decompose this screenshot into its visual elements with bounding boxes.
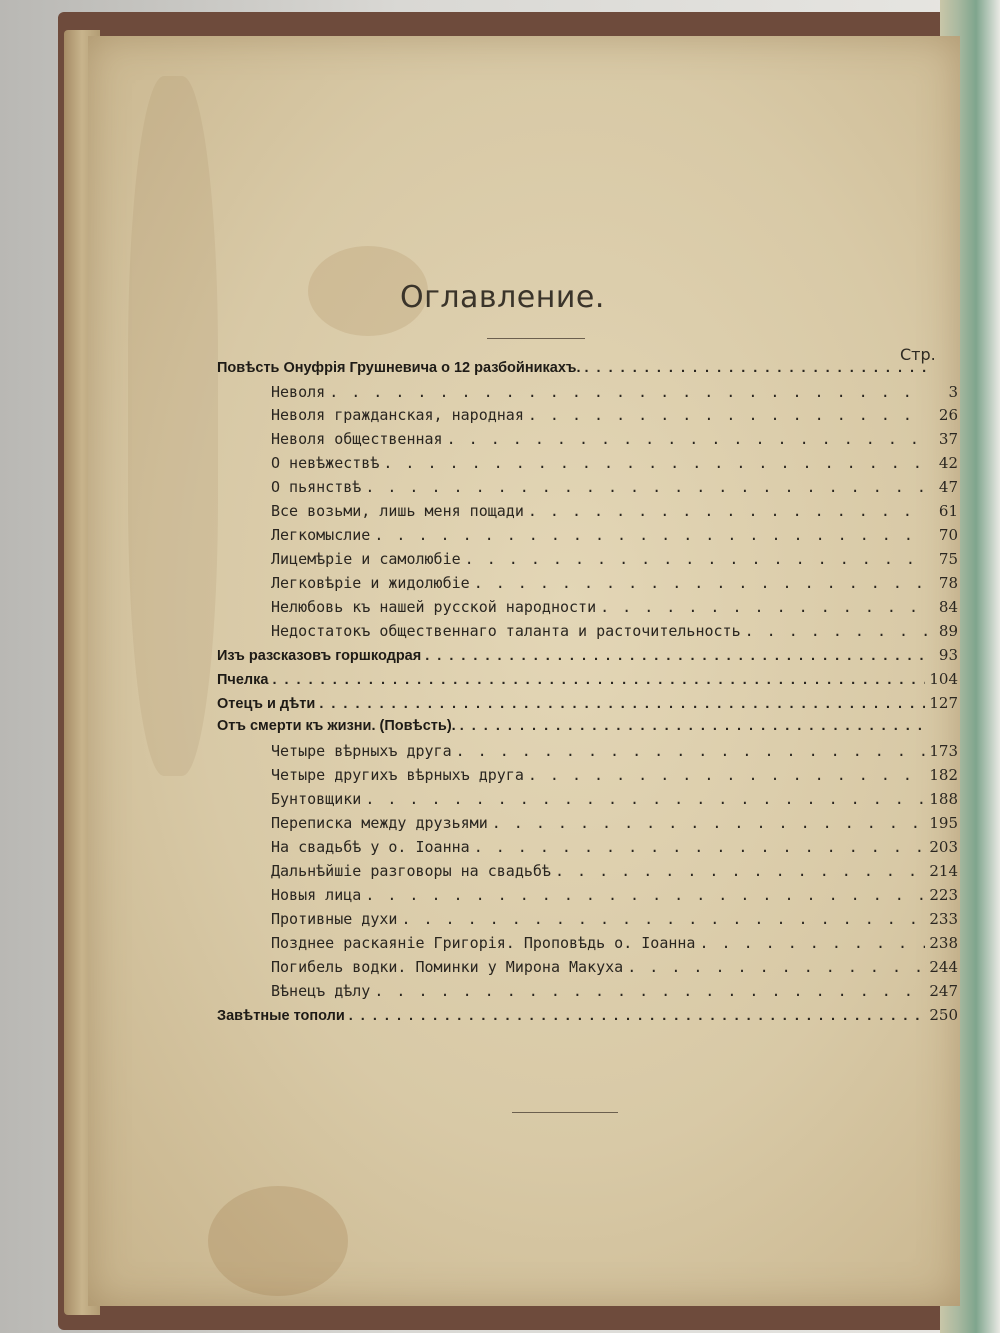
toc-page-number: 61	[938, 502, 958, 520]
toc-entry-title: Четыре другихъ вѣрныхъ друга	[271, 766, 524, 784]
title-rule	[487, 338, 585, 339]
toc-page-number: 70	[938, 526, 958, 544]
toc-chapter-entry	[271, 622, 958, 645]
toc-chapter-entry	[271, 886, 958, 909]
toc-entry-title: Все возьми, лишь меня пощади	[271, 502, 524, 520]
toc-page-number: 75	[938, 550, 958, 568]
dot-leader	[474, 838, 926, 856]
toc-entry-title: Лицемѣріе и самолюбіе	[271, 550, 461, 568]
toc-entry-title: На свадьбѣ у о. Іоанна	[271, 838, 470, 856]
dot-leader	[528, 766, 925, 784]
toc-chapter-entry	[271, 406, 958, 429]
toc-page-number: 47	[938, 478, 958, 496]
dot-leader	[447, 430, 928, 448]
dot-leader	[365, 886, 925, 904]
dot-leader	[374, 526, 928, 544]
paper-stain	[128, 76, 218, 776]
toc-entry-title: Пчелка	[217, 672, 269, 688]
toc-section-entry	[217, 646, 958, 669]
toc-chapter-entry	[271, 766, 958, 789]
toc-entry-title: Недостатокъ общественнаго таланта и расточительность	[271, 622, 741, 640]
dot-leader	[600, 598, 928, 616]
toc-page-number: 238	[929, 934, 958, 952]
dot-leader	[460, 718, 928, 734]
toc-entry-title: Нелюбовь къ нашей русской народности	[271, 598, 597, 616]
dot-leader	[492, 814, 926, 832]
toc-page-number: 26	[938, 406, 958, 424]
toc-page-number: 127	[929, 694, 958, 712]
toc-section-entry	[217, 1006, 958, 1029]
dot-leader	[699, 934, 925, 952]
toc-chapter-entry	[271, 862, 958, 885]
dot-leader	[584, 360, 928, 376]
dot-leader	[528, 406, 928, 424]
toc-entry-title: Четыре вѣрныхъ друга	[271, 742, 452, 760]
dot-leader	[383, 454, 928, 472]
toc-page-number: 173	[929, 742, 958, 760]
dot-leader	[456, 742, 926, 760]
toc-section-entry	[217, 718, 958, 741]
toc-page-number: 195	[929, 814, 958, 832]
toc-entry-title: Легкомыслие	[271, 526, 371, 544]
toc-page-number: 42	[938, 454, 958, 472]
toc-entry-title: О пьянствѣ	[271, 478, 362, 496]
toc-entry-title: Погибель водки. Поминки у Мирона Макуха	[271, 958, 624, 976]
toc-chapter-entry	[271, 478, 958, 501]
dot-leader	[474, 574, 928, 592]
toc-chapter-entry	[271, 526, 958, 549]
toc-page-number: 233	[929, 910, 958, 928]
dot-leader	[374, 982, 925, 1000]
toc-chapter-entry	[271, 598, 958, 621]
page-title: Оглавление.	[400, 280, 605, 315]
end-rule	[512, 1112, 618, 1113]
toc-entry-title: Неволя гражданская, народная	[271, 406, 524, 424]
toc-chapter-entry	[271, 430, 958, 453]
dot-leader	[528, 502, 928, 520]
toc-page-number: 182	[929, 766, 958, 784]
toc-chapter-entry	[271, 454, 958, 477]
dot-leader	[349, 1008, 926, 1024]
toc-entry-title: Изъ разсказовъ горшкодрая	[217, 648, 422, 664]
dot-leader	[365, 478, 928, 496]
toc-chapter-entry	[271, 910, 958, 933]
paper-stain	[208, 1186, 348, 1296]
dot-leader	[465, 550, 928, 568]
toc-chapter-entry	[271, 574, 958, 597]
toc-entry-title: Повѣсть Онуфрія Грушневича о 12 разбойникахъ.	[217, 360, 581, 376]
page-column-label: Стр.	[900, 345, 936, 364]
toc-chapter-entry	[271, 742, 958, 765]
dot-leader	[555, 862, 925, 880]
dot-leader	[329, 383, 928, 401]
toc-section-entry	[217, 670, 958, 693]
toc-chapter-entry	[271, 814, 958, 837]
toc-page-number: 188	[929, 790, 958, 808]
toc-section-entry	[217, 360, 958, 383]
toc-chapter-entry	[271, 982, 958, 1005]
dot-leader	[319, 696, 925, 712]
toc-page-number: 244	[929, 958, 958, 976]
toc-chapter-entry	[271, 838, 958, 861]
toc-entry-title: Неволя	[271, 383, 326, 401]
toc-page-number: 214	[929, 862, 958, 880]
toc-entry-title: Отъ смерти къ жизни. (Повѣсть).	[217, 718, 456, 734]
toc-entry-title: О невѣжествѣ	[271, 454, 380, 472]
toc-page-number: 93	[938, 646, 958, 664]
toc-chapter-entry	[271, 958, 958, 981]
toc-entry-title: Новыя лица	[271, 886, 362, 904]
toc-page-number: 78	[938, 574, 958, 592]
toc-page-number: 223	[929, 886, 958, 904]
toc-chapter-entry	[271, 502, 958, 525]
dot-leader	[272, 672, 925, 688]
toc-entry-title: Завѣтные тополи	[217, 1008, 345, 1024]
dot-leader	[425, 648, 928, 664]
toc-chapter-entry	[271, 383, 958, 406]
dot-leader	[365, 790, 925, 808]
toc-page-number: 3	[948, 383, 958, 401]
toc-entry-title: Дальнѣйшіе разговоры на свадьбѣ	[271, 862, 551, 880]
toc-entry-title: Переписка между друзьями	[271, 814, 488, 832]
toc-chapter-entry	[271, 790, 958, 813]
toc-chapter-entry	[271, 934, 958, 957]
dot-leader	[627, 958, 925, 976]
toc-entry-title: Противные духи	[271, 910, 398, 928]
toc-entry-title: Неволя общественная	[271, 430, 443, 448]
toc-section-entry	[217, 694, 958, 717]
toc-page-number: 37	[938, 430, 958, 448]
toc-entry-title: Бунтовщики	[271, 790, 362, 808]
toc-page-number: 250	[929, 1006, 958, 1024]
toc-page-number: 89	[938, 622, 958, 640]
toc-entry-title: Вѣнецъ дѣлу	[271, 982, 371, 1000]
toc-entry-title: Отецъ и дѣти	[217, 696, 316, 712]
toc-page-number: 203	[929, 838, 958, 856]
toc-page-number: 84	[938, 598, 958, 616]
dot-leader	[745, 622, 928, 640]
toc-entry-title: Позднее раскаяніе Григорія. Проповѣдь о. Іоанна	[271, 934, 696, 952]
toc-page-number: 247	[929, 982, 958, 1000]
dot-leader	[401, 910, 925, 928]
toc-entry-title: Легковѣріе и жидолюбіе	[271, 574, 470, 592]
toc-page-number: 104	[929, 670, 958, 688]
toc-chapter-entry	[271, 550, 958, 573]
